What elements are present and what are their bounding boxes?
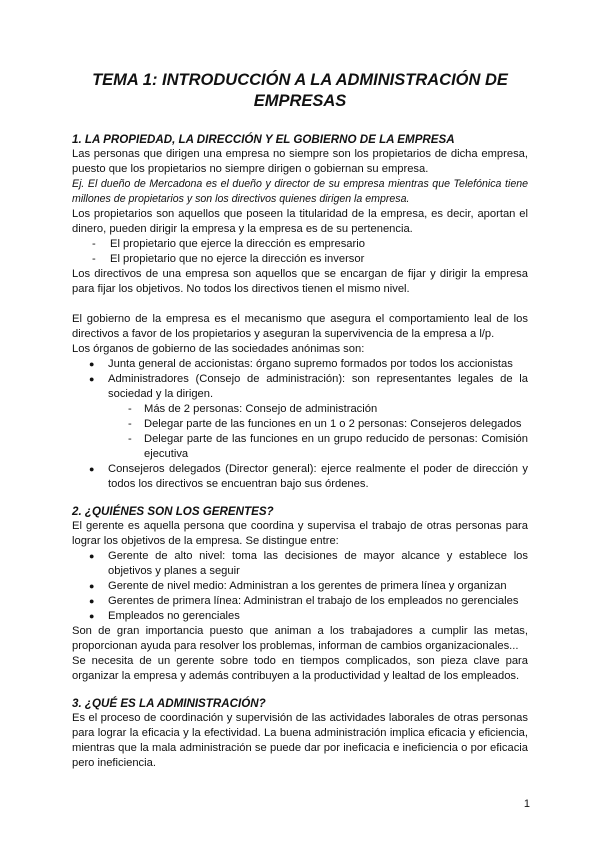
bullet-list-item: ● Empleados no gerenciales xyxy=(89,610,240,622)
document-title: TEMA 1: INTRODUCCIÓN A LA ADMINISTRACIÓN DE EMPRESAS xyxy=(92,71,508,110)
dash-marker: - xyxy=(92,253,96,265)
section-3-heading: 3. ¿QUÉ ES LA ADMINISTRACIÓN? xyxy=(72,697,266,710)
document-page xyxy=(72,70,528,771)
s2-paragraph-1: El gerente es aquella persona que coordina y supervisa el trabajo de otras personas para lograr los objetivos de la empresa. Se distingue entre: xyxy=(72,520,528,547)
page-number: 1 xyxy=(523,798,530,810)
bullet-marker: ● xyxy=(89,464,95,474)
bullet-marker: ● xyxy=(89,581,95,591)
s1-paragraph-3: Los directivos de una empresa son aquellos que se encargan de fijar y dirigir la empresa para fijar los objetivos. No todos los directivos tienen el mismo nivel. xyxy=(72,268,528,295)
s2-paragraph-2: Son de gran importancia puesto que animan a los trabajadores a cumplir las metas, proporcionan ayuda para resolver los problemas, informan de cambios organizacionales... xyxy=(72,625,528,652)
dash-marker: - xyxy=(128,403,132,415)
section-2-heading: 2. ¿QUIÉNES SON LOS GERENTES? xyxy=(72,505,274,518)
s1-paragraph-1: Las personas que dirigen una empresa no siempre son los propietarios de dicha empresa, puesto que los propietarios no siempre dirigen o gobiernan su empresa. xyxy=(72,148,528,175)
bullet-list-item: ● Gerentes de primera línea: Administran el trabajo de los empleados no gerenciales xyxy=(89,595,519,607)
s3-paragraph-1: Es el proceso de coordinación y supervisión de las actividades laborales de otras personas para lograr la eficacia y la efectividad. La buena administración implica eficacia y eficiencia, mientras que la mala administración se puede dar por ineficacia e ineficiencia o por eficacia pero ineficiencia. xyxy=(72,712,528,769)
sub-list-item: - Delegar parte de las funciones en un 1 o 2 personas: Consejeros delegados xyxy=(128,418,522,430)
s1-paragraph-2: Los propietarios son aquellos que poseen la titularidad de la empresa, es decir, aportan el dinero, pueden dirigir la empresa y la empresa es de su pertenencia. xyxy=(72,208,528,235)
bullet-marker: ● xyxy=(89,551,95,561)
section-1-heading: 1. LA PROPIEDAD, LA DIRECCIÓN Y EL GOBIERNO DE LA EMPRESA xyxy=(72,133,455,146)
s1-example: Ej. El dueño de Mercadona es el dueño y director de su empresa mientras que Telefónica tiene millones de propietarios y son los directivos quienes dirigen la empresa. xyxy=(72,178,528,205)
bullet-list-item: ● Consejeros delegados (Director general): ejerce realmente el poder de dirección y todos los directivos se encuentran bajo sus órdenes. xyxy=(89,463,528,490)
s1-paragraph-5: Los órganos de gobierno de las sociedades anónimas son: xyxy=(72,343,365,355)
bullet-list-item: ● Gerente de nivel medio: Administran a los gerentes de primera línea y organizan xyxy=(89,580,507,592)
bullet-marker: ● xyxy=(89,596,95,606)
dash-list-item: - El propietario que no ejerce la dirección es inversor xyxy=(92,253,365,265)
bullet-marker: ● xyxy=(89,374,95,384)
bullet-list-item: ● Administradores (Consejo de administración): son representantes legales de la sociedad y la dirigen. xyxy=(89,373,528,400)
dash-marker: - xyxy=(128,418,132,430)
bullet-list-item: ● Gerente de alto nivel: toma las decisiones de mayor alcance y establece los objetivos y planes a seguir xyxy=(89,550,528,577)
s2-paragraph-3: Se necesita de un gerente sobre todo en tiempos complicados, son pieza clave para organizar la empresa y además contribuyen a la productividad y lealtad de los empleados. xyxy=(72,655,528,682)
sub-list-item: - Delegar parte de las funciones en un grupo reducido de personas: Comisión ejecutiva xyxy=(128,433,528,460)
bullet-list-item: ● Junta general de accionistas: órgano supremo formados por todos los accionistas xyxy=(89,358,513,370)
sub-list-item: - Más de 2 personas: Consejo de administración xyxy=(128,403,378,415)
bullet-marker: ● xyxy=(89,611,95,621)
dash-marker: - xyxy=(92,238,96,250)
dash-list-item: - El propietario que ejerce la dirección es empresario xyxy=(92,238,365,250)
bullet-marker: ● xyxy=(89,359,95,369)
s1-paragraph-4: El gobierno de la empresa es el mecanismo que asegura el comportamiento leal de los directivos a favor de los propietarios y aseguran la supervivencia de la empresa a l/p. xyxy=(72,313,528,340)
dash-marker: - xyxy=(128,433,132,445)
